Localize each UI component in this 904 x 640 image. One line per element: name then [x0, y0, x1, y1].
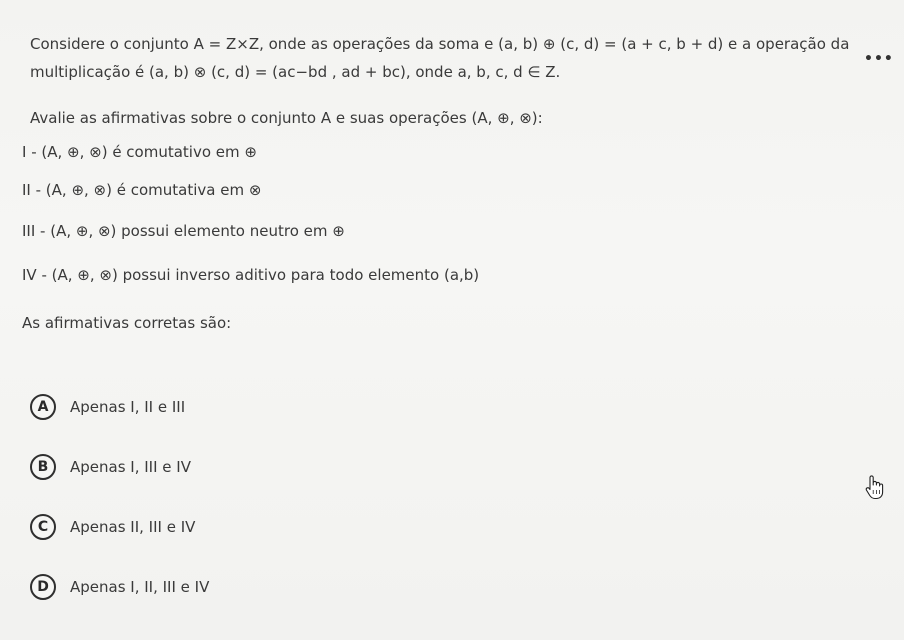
option-letter-badge: C	[30, 514, 56, 540]
option-label: Apenas II, III e IV	[70, 518, 196, 536]
intro-line-1: Considere o conjunto A = Z×Z, onde as operações da soma e (a, b) ⊕ (c, d) = (a + c, b + d) e a operação da	[30, 35, 850, 53]
statement-3: III - (A, ⊕, ⊗) possui elemento neutro em ⊕	[22, 222, 345, 240]
option-letter-badge: B	[30, 454, 56, 480]
statement-2: II - (A, ⊕, ⊗) é comutativa em ⊗	[22, 181, 262, 199]
option-letter-badge: D	[30, 574, 56, 600]
option-label: Apenas I, II, III e IV	[70, 578, 210, 596]
statement-4: IV - (A, ⊕, ⊗) possui inverso aditivo para todo elemento (a,b)	[22, 266, 480, 284]
option-letter-badge: A	[30, 394, 56, 420]
option-c[interactable]	[30, 513, 195, 541]
statement-1: I - (A, ⊕, ⊗) é comutativo em ⊕	[22, 143, 257, 161]
option-label: Apenas I, II e III	[70, 398, 186, 416]
option-b[interactable]	[30, 453, 191, 481]
more-dots-icon[interactable]: •••	[864, 51, 894, 67]
option-a[interactable]	[30, 393, 185, 421]
hand-pointer-icon	[864, 474, 886, 500]
option-d[interactable]	[30, 573, 209, 601]
question-prompt: Avalie as afirmativas sobre o conjunto A e suas operações (A, ⊕, ⊗):	[30, 109, 543, 127]
option-label: Apenas I, III e IV	[70, 458, 191, 476]
question-ask: As afirmativas corretas são:	[22, 314, 232, 332]
intro-line-2: multiplicação é (a, b) ⊗ (c, d) = (ac−bd , ad + bc), onde a, b, c, d ∈ Z.	[30, 63, 561, 81]
